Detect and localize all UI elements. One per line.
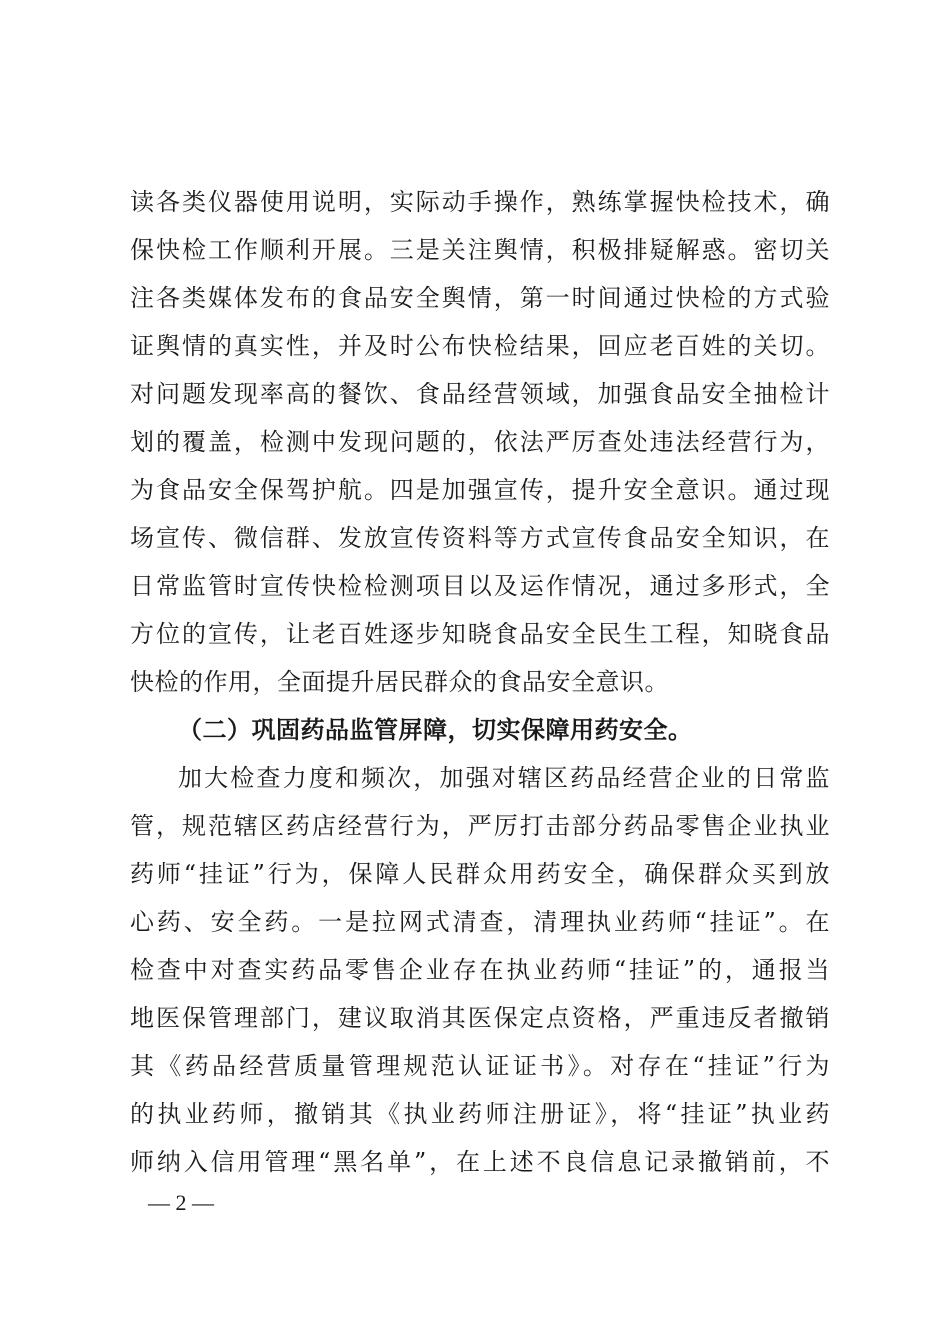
paragraph-line: 对问题发现率高的餐饮、食品经营领域，加强食品安全抽检计 bbox=[130, 380, 830, 408]
paragraph-line: 地医保管理部门，建议取消其医保定点资格，严重违反者撤销 bbox=[130, 1004, 830, 1032]
paragraph-line: 的执业药师，撤销其《执业药师注册证》，将“挂证”执业药 bbox=[130, 1100, 830, 1128]
paragraph-line: 注各类媒体发布的食品安全舆情，第一时间通过快检的方式验 bbox=[130, 284, 830, 312]
paragraph-line: 药师“挂证”行为，保障人民群众用药安全，确保群众买到放 bbox=[130, 860, 830, 888]
paragraph-line: 保快检工作顺利开展。三是关注舆情，积极排疑解惑。密切关 bbox=[130, 236, 830, 264]
paragraph-line: 划的覆盖，检测中发现问题的，依法严厉查处违法经营行为， bbox=[130, 428, 830, 456]
paragraph-line: 读各类仪器使用说明，实际动手操作，熟练掌握快检技术，确 bbox=[130, 188, 830, 216]
paragraph-line: 心药、安全药。一是拉网式清查，清理执业药师“挂证”。在 bbox=[130, 908, 830, 936]
paragraph-line: 快检的作用，全面提升居民群众的食品安全意识。 bbox=[130, 668, 669, 696]
paragraph-1 bbox=[130, 178, 830, 706]
document-body bbox=[130, 178, 830, 1186]
paragraph-line: 管，规范辖区药店经营行为，严厉打击部分药品零售企业执业 bbox=[130, 812, 830, 840]
paragraph-2 bbox=[130, 754, 830, 1186]
paragraph-line: 检查中对查实药品零售企业存在执业药师“挂证”的，通报当 bbox=[130, 956, 830, 984]
page-number: — 2 — bbox=[148, 1190, 214, 1215]
paragraph-line: 日常监管时宣传快检检测项目以及运作情况，通过多形式，全 bbox=[130, 572, 830, 600]
paragraph-line: 方位的宣传，让老百姓逐步知晓食品安全民生工程，知晓食品 bbox=[130, 620, 830, 648]
paragraph-line: 证舆情的真实性，并及时公布快检结果，回应老百姓的关切。 bbox=[130, 332, 830, 360]
paragraph-line: 师纳入信用管理“黑名单”，在上述不良信息记录撤销前，不 bbox=[130, 1148, 830, 1176]
paragraph-line: 场宣传、微信群、发放宣传资料等方式宣传食品安全知识，在 bbox=[130, 524, 830, 552]
paragraph-line: 其《药品经营质量管理规范认证证书》。对存在“挂证”行为 bbox=[130, 1052, 830, 1080]
paragraph-line: 为食品安全保驾护航。四是加强宣传，提升安全意识。通过现 bbox=[130, 476, 830, 504]
section-heading: （二）巩固药品监管屏障，切实保障用药安全。 bbox=[178, 715, 693, 744]
paragraph-line: 加大检查力度和频次，加强对辖区药品经营企业的日常监 bbox=[178, 764, 830, 792]
